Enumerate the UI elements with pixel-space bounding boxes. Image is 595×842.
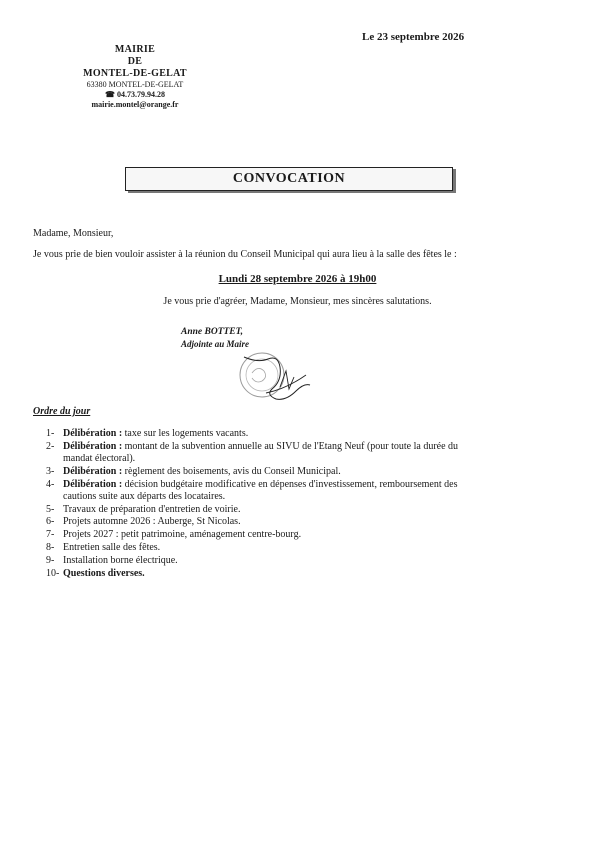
agenda-item bbox=[33, 441, 481, 465]
agenda-item bbox=[33, 479, 481, 503]
agenda-item-text bbox=[63, 479, 481, 503]
salutation: Madame, Monsieur, bbox=[33, 228, 114, 239]
agenda-item-text bbox=[63, 466, 481, 478]
agenda-item-rest: règlement des boisements, avis du Conseil Municipal. bbox=[122, 465, 341, 477]
agenda-item-text bbox=[63, 529, 481, 541]
agenda-item-text bbox=[63, 568, 481, 580]
mairie-line-1: MAIRIE bbox=[114, 44, 156, 55]
agenda-item-text bbox=[63, 441, 481, 465]
mairie-email: mairie.montel@orange.fr bbox=[91, 100, 179, 109]
mairie-address: 63380 MONTEL-DE-GELAT bbox=[86, 80, 184, 89]
agenda-item-text bbox=[63, 504, 481, 516]
agenda-item bbox=[33, 428, 481, 440]
meeting-date: Lundi 28 septembre 2026 à 19h00 bbox=[218, 273, 377, 285]
signatory-name: Anne BOTTET, bbox=[181, 327, 243, 337]
agenda-item-bold: Délibération : bbox=[63, 440, 123, 452]
letter-date: Le 23 septembre 2026 bbox=[362, 31, 465, 43]
agenda-item-number: 9- bbox=[46, 554, 55, 566]
mairie-header bbox=[70, 44, 200, 110]
agenda-item-number: 4- bbox=[46, 478, 55, 490]
agenda-item-number: 1- bbox=[46, 428, 55, 439]
agenda-item bbox=[33, 542, 481, 554]
agenda-item bbox=[33, 568, 481, 580]
signatory-role: Adjointe au Maire bbox=[181, 339, 250, 349]
agenda-item-text bbox=[63, 428, 481, 440]
agenda-item-rest: Entretien salle des fêtes. bbox=[63, 541, 161, 553]
agenda-item-rest: Travaux de préparation d'entretien de voirie. bbox=[63, 503, 241, 515]
agenda-item-text bbox=[63, 516, 481, 528]
agenda-item-rest: décision budgétaire modificative en dépenses d'investissement, remboursement des cautions suite aux départs des locataires. bbox=[63, 478, 458, 502]
agenda-item bbox=[33, 504, 481, 516]
agenda-item-bold: Délibération : bbox=[63, 428, 123, 439]
mairie-commune: MONTEL-DE-GELAT bbox=[83, 68, 187, 79]
agenda-item bbox=[33, 516, 481, 528]
mairie-line-2: DE bbox=[127, 56, 143, 67]
agenda-item-number: 2- bbox=[46, 440, 55, 452]
agenda-item-number: 6- bbox=[46, 516, 55, 528]
agenda-item bbox=[33, 466, 481, 478]
mairie-phone: ☎ 04.73.79.94.28 bbox=[105, 90, 165, 99]
agenda-item-rest: montant de la subvention annuelle au SIVU de l'Etang Neuf (pour toute la durée du mandat électoral). bbox=[63, 440, 459, 464]
title-box bbox=[125, 167, 453, 191]
agenda-item-number: 3- bbox=[46, 465, 55, 477]
agenda-item-number: 10- bbox=[46, 567, 60, 579]
agenda-item-number: 8- bbox=[46, 541, 55, 553]
agenda-item-bold: Délibération : bbox=[63, 478, 123, 490]
agenda-item-bold: Délibération : bbox=[63, 465, 123, 477]
agenda-item-number: 5- bbox=[46, 503, 55, 515]
agenda-list bbox=[33, 428, 481, 580]
agenda-item bbox=[33, 555, 481, 567]
agenda-item-rest: Installation borne électrique. bbox=[63, 554, 178, 566]
closing-text: Je vous prie d'agréer, Madame, Monsieur, mes sincères salutations. bbox=[163, 296, 432, 307]
agenda-item bbox=[33, 529, 481, 541]
agenda-item-bold: Questions diverses. bbox=[63, 567, 145, 579]
agenda-item-text bbox=[63, 555, 481, 567]
agenda-item-rest: Projets 2027 : petit patrimoine, aménagement centre-bourg. bbox=[63, 529, 302, 541]
agenda-title: Ordre du jour bbox=[33, 406, 91, 417]
agenda-item-number: 7- bbox=[46, 529, 55, 541]
agenda-item-text bbox=[63, 542, 481, 554]
invitation-text: Je vous prie de bien vouloir assister à la réunion du Conseil Municipal qui aura lieu à la salle des fêtes le : bbox=[33, 249, 457, 260]
agenda-item-rest: Projets automne 2026 : Auberge, St Nicolas. bbox=[63, 516, 241, 528]
agenda-item-rest: taxe sur les logements vacants. bbox=[122, 428, 249, 439]
signature-stamp bbox=[232, 343, 322, 413]
document-title: CONVOCATION bbox=[232, 171, 346, 186]
